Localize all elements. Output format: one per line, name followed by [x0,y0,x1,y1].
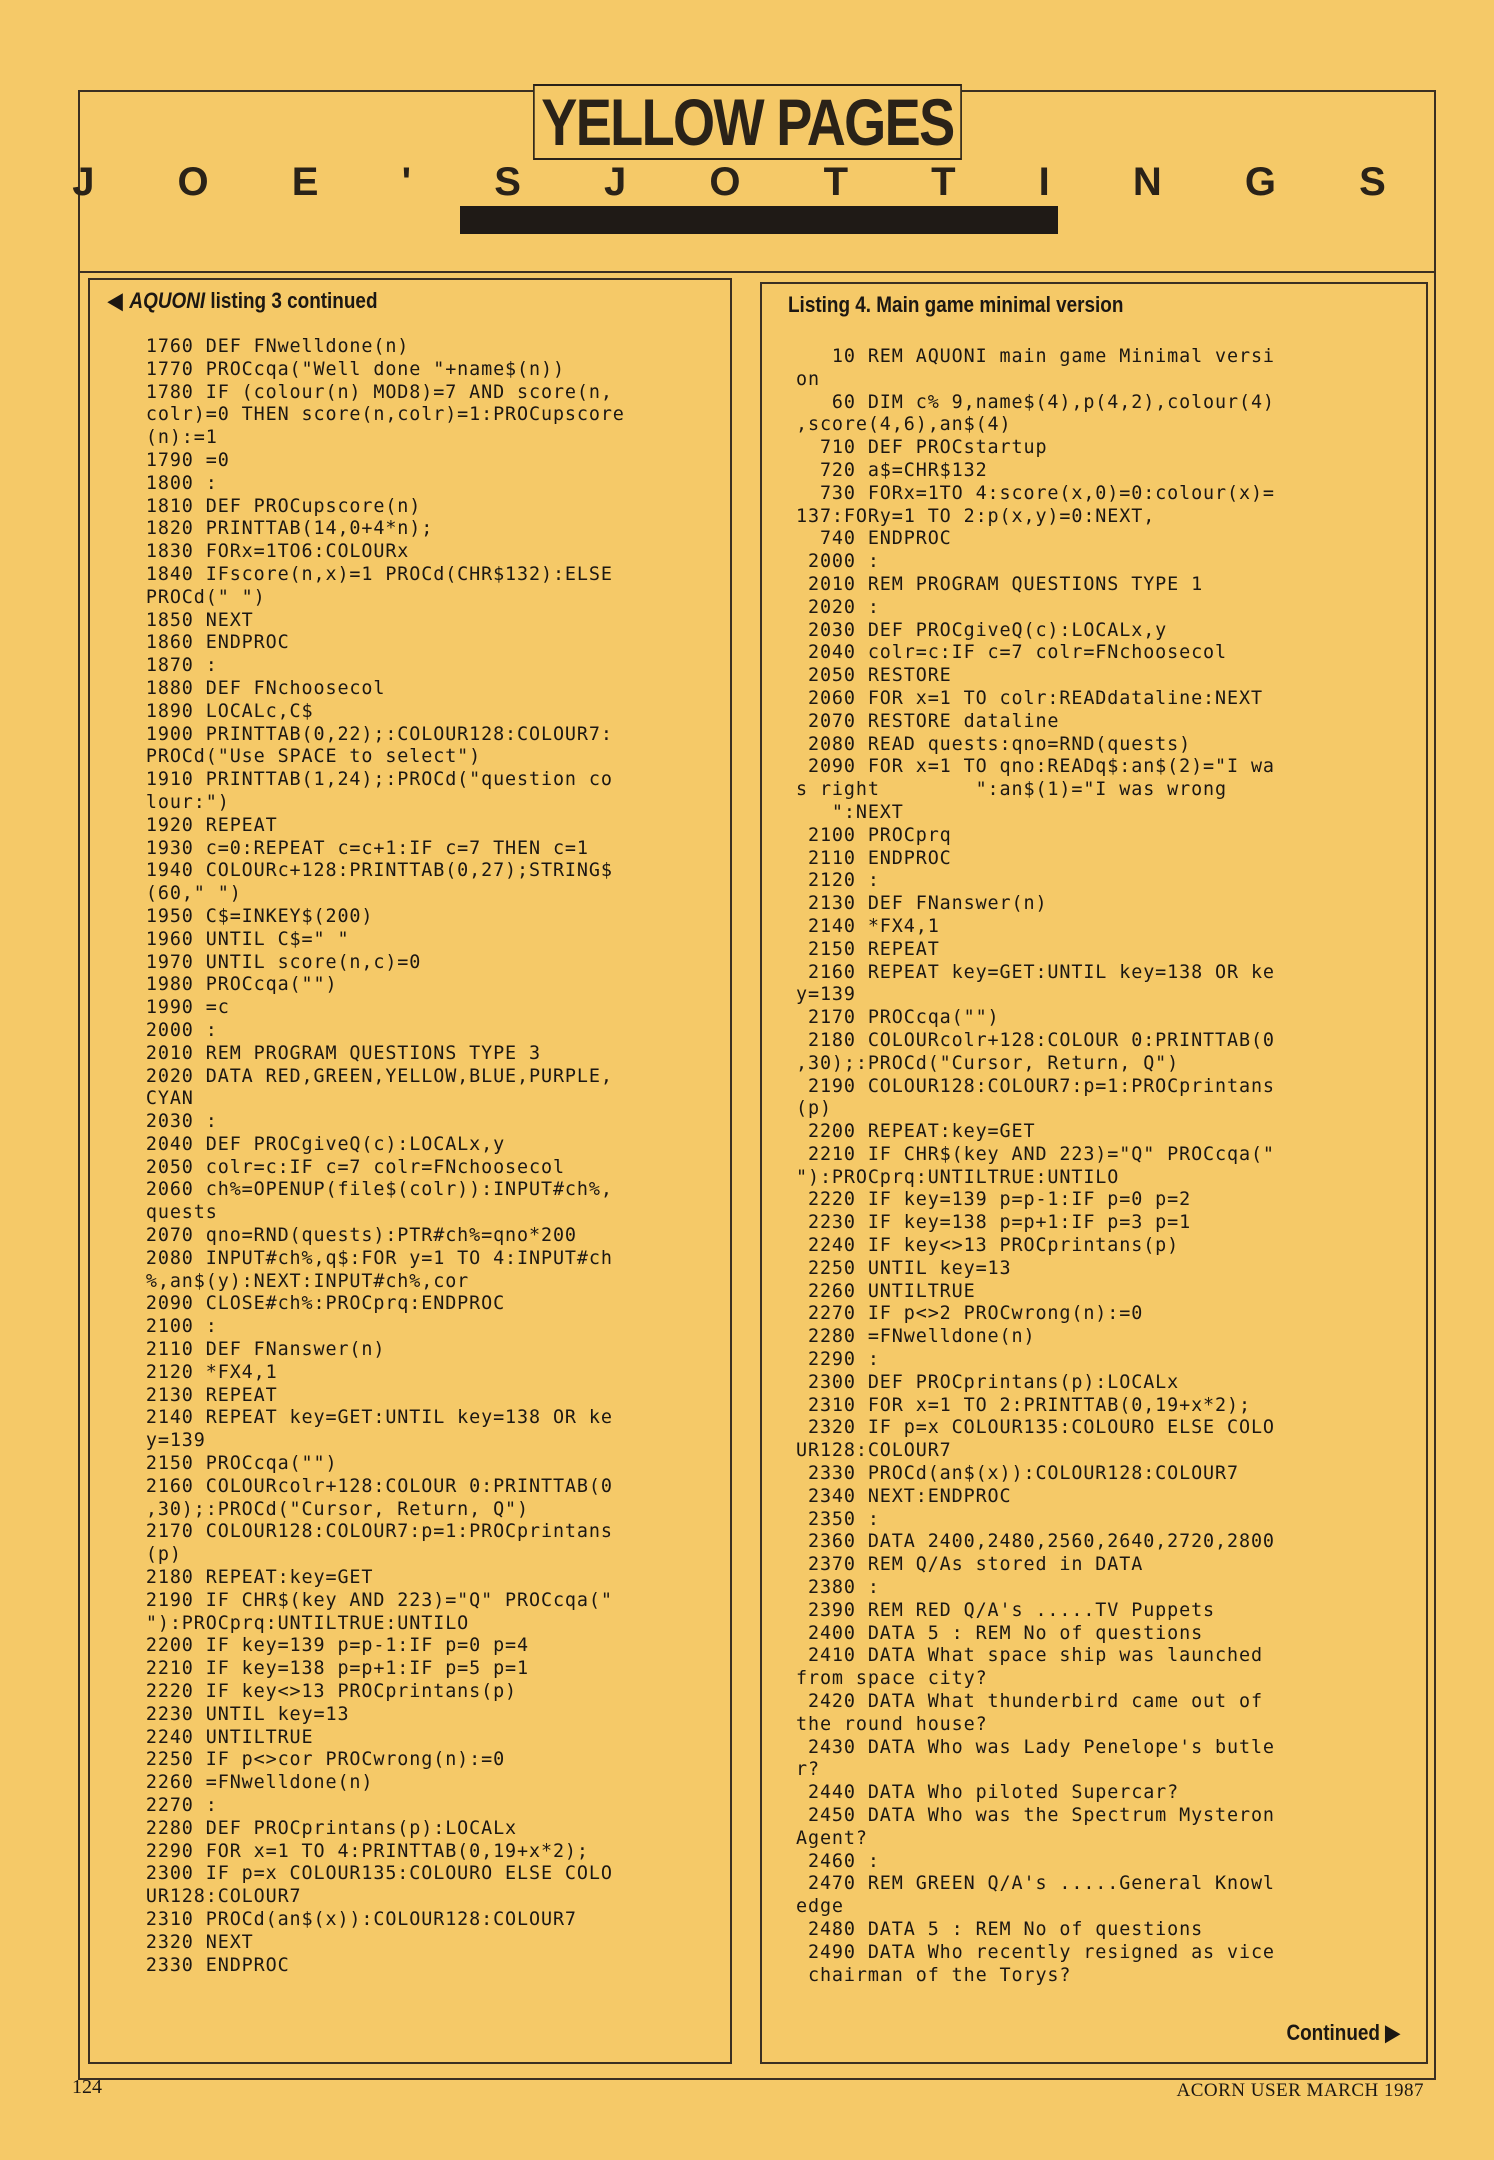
right-code-listing: 10 REM AQUONI main game Minimal versi on 60 DIM c% 9,name$(4),p(4,2),colour(4) ,score(4,6),an$(4) 710 DEF PROCstartup 720 a$=CHR$132 730 FORx=1TO 4:score(x,0)=0:colour(x)= 137:FORy=1 TO 2:p(x,y)=0:NEXT, 740 ENDPROC 2000 : 2010 REM PROGRAM QUESTIONS TYPE 1 2020 : 2030 DEF PROCgiveQ(c):LOCALx,y 2040 colr=c:IF c=7 colr=FNchoosecol 2050 RESTORE 2060 FOR x=1 TO colr:READdataline:NEXT 2070 RESTORE dataline 2080 READ quests:qno=RND(quests) 2090 FOR x=1 TO qno:READq$:an$(2)="I wa s right ":an$(1)="I was wrong ":NEXT 2100 PROCprq 2110 ENDPROC 2120 : 2130 DEF FNanswer(n) 2140 *FX4,1 2150 REPEAT 2160 REPEAT key=GET:UNTIL key=138 OR ke y=139 2170 PROCcqa("") 2180 COLOURcolr+128:COLOUR 0:PRINTTAB(0 ,30);:PROCd("Cursor, Return, Q") 2190 COLOUR128:COLOUR7:p=1:PROCprintans (p) 2200 REPEAT:key=GET 2210 IF CHR$(key AND 223)="Q" PROCcqa(" "):PROCprq:UNTILTRUE:UNTILO 2220 IF key=139 p=p-1:IF p=0 p=2 2230 IF key=138 p=p+1:IF p=3 p=1 2240 IF key<>13 PROCprintans(p) 2250 UNTIL key=13 2260 UNTILTRUE 2270 IF p<>2 PROCwrong(n):=0 2280 =FNwelldone(n) 2290 : 2300 DEF PROCprintans(p):LOCALx 2310 FOR x=1 TO 2:PRINTTAB(0,19+x*2); 2320 IF p=x COLOUR135:COLOURO ELSE COLO UR128:COLOUR7 2330 PROCd(an$(x)):COLOUR128:COLOUR7 2340 NEXT:ENDPROC 2350 : 2360 DATA 2400,2480,2560,2640,2720,2800 2370 REM Q/As stored in DATA 2380 : 2390 REM RED Q/A's .....TV Puppets 2400 DATA 5 : REM No of questions 2410 DATA What space ship was launched from space city? 2420 DATA What thunderbird came out of the round house? 2430 DATA Who was Lady Penelope's butle r? 2440 DATA Who piloted Supercar? 2450 DATA Who was the Spectrum Mysteron Agent? 2460 : 2470 REM GREEN Q/A's .....General Knowl edge 2480 DATA 5 : REM No of questions 2490 DATA Who recently resigned as vice chairman of the Torys? [796,346,1275,1986]
right-listing-box [760,282,1428,2064]
heading-rest: listing 3 continued [205,288,378,313]
section-title: YELLOW PAGES [533,84,962,160]
back-arrow-icon: ◀ [108,288,123,313]
left-listing-box [88,278,732,2064]
heading-program-name: AQUONI [129,288,206,313]
continued-label [1287,2020,1400,2046]
page-number: 124 [72,2076,102,2098]
column-title: J O E ' S J O T T I N G S [72,160,1422,204]
masthead-bar [460,206,1058,234]
left-code-listing: 1760 DEF FNwelldone(n) 1770 PROCcqa("Well done "+name$(n)) 1780 IF (colour(n) MOD8)=7 AND score(n, colr)=0 THEN score(n,colr)=1:PROCupscore (n):=1 1790 =0 1800 : 1810 DEF PROCupscore(n) 1820 PRINTTAB(14,0+4*n); 1830 FORx=1TO6:COLOURx 1840 IFscore(n,x)=1 PROCd(CHR$132):ELSE PROCd(" ") 1850 NEXT 1860 ENDPROC 1870 : 1880 DEF FNchoosecol 1890 LOCALc,C$ 1900 PRINTTAB(0,22);:COLOUR128:COLOUR7: PROCd("Use SPACE to select") 1910 PRINTTAB(1,24);:PROCd("question co lour:") 1920 REPEAT 1930 c=0:REPEAT c=c+1:IF c=7 THEN c=1 1940 COLOURc+128:PRINTTAB(0,27);STRING$ (60," ") 1950 C$=INKEY$(200) 1960 UNTIL C$=" " 1970 UNTIL score(n,c)=0 1980 PROCcqa("") 1990 =c 2000 : 2010 REM PROGRAM QUESTIONS TYPE 3 2020 DATA RED,GREEN,YELLOW,BLUE,PURPLE, CYAN 2030 : 2040 DEF PROCgiveQ(c):LOCALx,y 2050 colr=c:IF c=7 colr=FNchoosecol 2060 ch%=OPENUP(file$(colr)):INPUT#ch%, quests 2070 qno=RND(quests):PTR#ch%=qno*200 2080 INPUT#ch%,q$:FOR y=1 TO 4:INPUT#ch %,an$(y):NEXT:INPUT#ch%,cor 2090 CLOSE#ch%:PROCprq:ENDPROC 2100 : 2110 DEF FNanswer(n) 2120 *FX4,1 2130 REPEAT 2140 REPEAT key=GET:UNTIL key=138 OR ke y=139 2150 PROCcqa("") 2160 COLOURcolr+128:COLOUR 0:PRINTTAB(0 ,30);:PROCd("Cursor, Return, Q") 2170 COLOUR128:COLOUR7:p=1:PROCprintans (p) 2180 REPEAT:key=GET 2190 IF CHR$(key AND 223)="Q" PROCcqa(" "):PROCprq:UNTILTRUE:UNTILO 2200 IF key=139 p=p-1:IF p=0 p=4 2210 IF key=138 p=p+1:IF p=5 p=1 2220 IF key<>13 PROCprintans(p) 2230 UNTIL key=13 2240 UNTILTRUE 2250 IF p<>cor PROCwrong(n):=0 2260 =FNwelldone(n) 2270 : 2280 DEF PROCprintans(p):LOCALx 2290 FOR x=1 TO 4:PRINTTAB(0,19+x*2); 2300 IF p=x COLOUR135:COLOURO ELSE COLO UR128:COLOUR7 2310 PROCd(an$(x)):COLOUR128:COLOUR7 2320 NEXT 2330 ENDPROC [145,336,625,1976]
continued-text: Continued [1286,2020,1381,2045]
divider [80,271,1436,273]
forward-arrow-icon: ▶ [1385,2020,1400,2045]
right-listing-heading: Listing 4. Main game minimal version [788,292,1124,317]
publication-footer: ACORN USER MARCH 1987 [1176,2080,1424,2101]
masthead [0,84,1494,160]
left-listing-heading [108,288,378,314]
